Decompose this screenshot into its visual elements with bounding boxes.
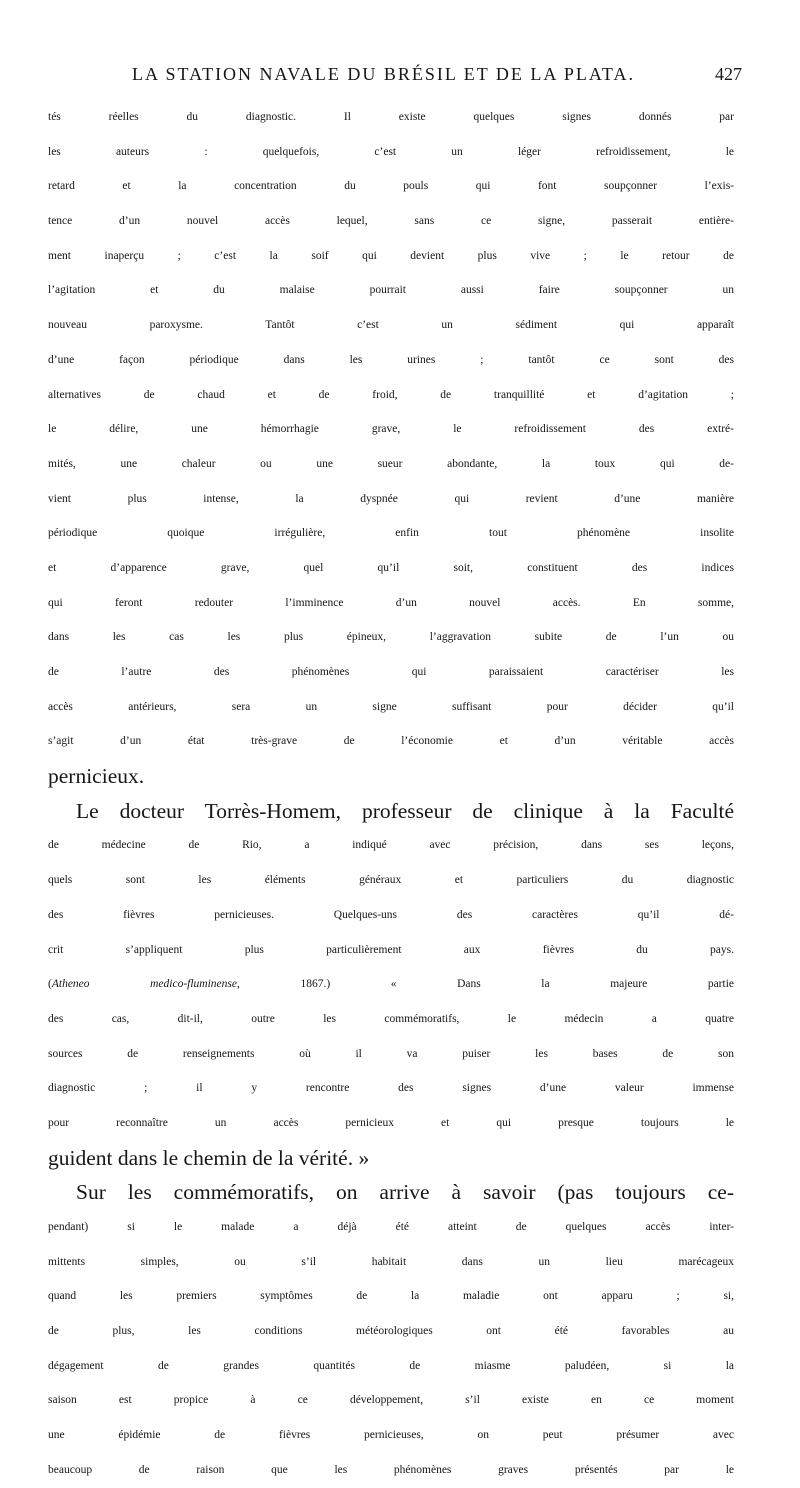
- text-line: tence d’un nouvel accès lequel, sans ce signe, passerait entière-: [48, 215, 734, 228]
- text-line: guident dans le chemin de la vérité. »: [48, 1145, 370, 1170]
- text-line-suffix: , 1867.) « Dans la majeure partie: [236, 978, 734, 991]
- text-line: et d’apparence grave, quel qu’il soit, constituent des indices: [48, 561, 734, 574]
- text-line: pernicieux.: [48, 764, 145, 789]
- text-line: accès antérieurs, sera un signe suffisant pour décider qu’il: [48, 700, 734, 713]
- text-line: sources de renseignements où il va puiser les bases de son: [48, 1047, 734, 1060]
- running-head: [60, 64, 742, 90]
- text-line: pour reconnaître un accès pernicieux et qui presque toujours le: [48, 1116, 734, 1129]
- text-line: quels sont les éléments généraux et particuliers du diagnostic: [48, 874, 734, 887]
- text-line: d’une façon périodique dans les urines ; tantôt ce sont des: [48, 353, 734, 366]
- text-line: dans les cas les plus épineux, l’aggravation subite de l’un ou: [48, 631, 734, 644]
- text-line: s’agit d’un état très-grave de l’économie et d’un véritable accès: [48, 735, 734, 748]
- text-line: de l’autre des phénomènes qui paraissaient caractériser les: [48, 666, 734, 678]
- page-number: 427: [715, 64, 742, 84]
- text-line: vient plus intense, la dyspnée qui revient d’une manière: [48, 492, 734, 505]
- text-line: beaucoup de raison que les phénomènes graves présentés par le: [48, 1463, 734, 1476]
- text-line: [48, 967, 734, 1002]
- text-line: des cas, dit-il, outre les commémoratifs, le médecin a quatre: [48, 1012, 734, 1025]
- text-line: Sur les commémoratifs, on arrive à savoir (pas toujours ce-: [76, 1180, 734, 1205]
- text-line: de médecine de Rio, a indiqué avec précision, dans ses leçons,: [48, 839, 734, 852]
- text-line: retard et la concentration du pouls qui font soupçonner l’exis-: [48, 180, 734, 193]
- text-line: ment inaperçu ; c’est la soif qui devient plus vive ; le retour de: [48, 249, 734, 262]
- body-text: [48, 100, 734, 1488]
- text-line: saison est propice à ce développement, s’il existe en ce moment: [48, 1394, 734, 1407]
- text-line: dégagement de grandes quantités de miasme paludéen, si la: [48, 1359, 734, 1372]
- text-line-prefix: (: [48, 978, 52, 991]
- text-line: tés réelles du diagnostic. Il existe quelques signes donnés par: [48, 111, 734, 123]
- text-line: les auteurs : quelquefois, c’est un léger refroidissement, le: [48, 145, 734, 158]
- text-line: périodique quoique irrégulière, enfin tout phénomène insolite: [48, 527, 734, 540]
- text-line: mittents simples, ou s’il habitait dans un lieu marécageux: [48, 1255, 734, 1268]
- running-title: LA STATION NAVALE DU BRÉSIL ET DE LA PLATA.: [132, 64, 635, 84]
- text-line: l’agitation et du malaise pourrait aussi faire soupçonner un: [48, 284, 734, 297]
- text-line: nouveau paroxysme. Tantôt c’est un sédiment qui apparaît: [48, 319, 734, 332]
- text-line: le délire, une hémorrhagie grave, le refroidissement des extré-: [48, 423, 734, 436]
- text-line: des fièvres pernicieuses. Quelques-uns des caractères qu’il dé-: [48, 908, 734, 921]
- text-line: Le docteur Torrès-Homem, professeur de clinique à la Faculté: [76, 798, 734, 823]
- text-line: qui feront redouter l’imminence d’un nouvel accès. En somme,: [48, 596, 734, 609]
- text-line: pendant) si le malade a déjà été atteint de quelques accès inter-: [48, 1221, 734, 1233]
- text-line: mités, une chaleur ou une sueur abondante, la toux qui de-: [48, 457, 734, 470]
- text-line: quand les premiers symptômes de la maladie ont apparu ; si,: [48, 1290, 734, 1303]
- text-line: une épidémie de fièvres pernicieuses, on peut présumer avec: [48, 1429, 734, 1442]
- text-line: crit s’appliquent plus particulièrement aux fièvres du pays.: [48, 943, 734, 956]
- text-line: de plus, les conditions météorologiques ont été favorables au: [48, 1325, 734, 1338]
- journal-title-italic: Atheneo medico-fluminense: [51, 978, 237, 991]
- text-line: diagnostic ; il y rencontre des signes d’une valeur immense: [48, 1082, 734, 1095]
- text-line: alternatives de chaud et de froid, de tranquillité et d’agitation ;: [48, 388, 734, 401]
